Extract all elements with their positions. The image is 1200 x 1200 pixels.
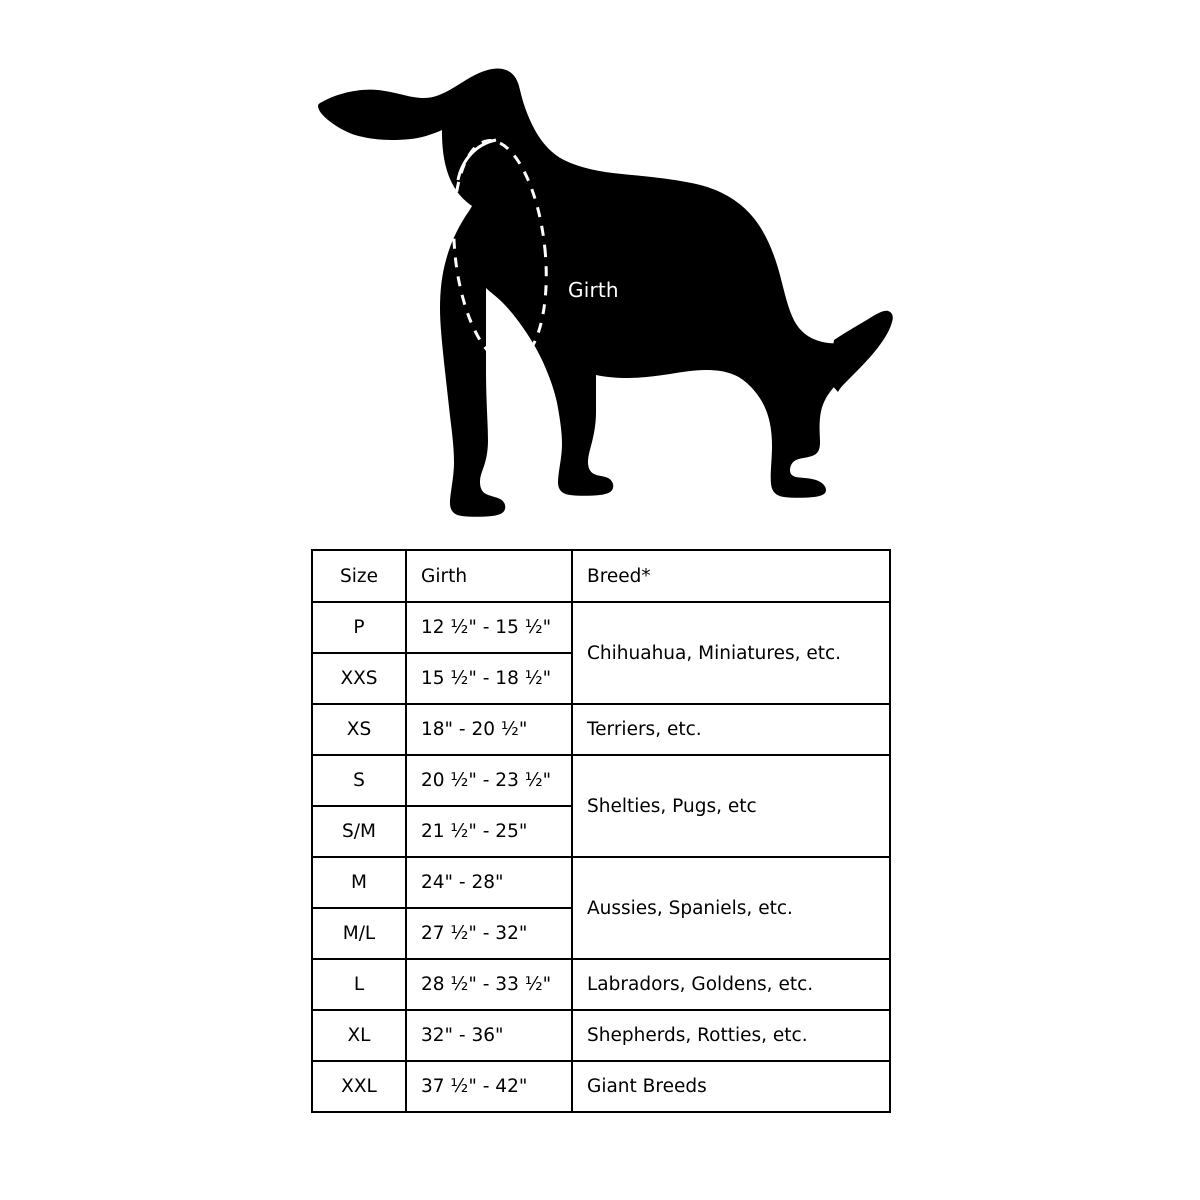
cell-breed: Giant Breeds [572,1061,890,1112]
table-header-row [312,550,890,602]
cell-girth: 21 ½" - 25" [406,806,572,857]
cell-breed: Shepherds, Rotties, etc. [572,1010,890,1061]
cell-girth: 15 ½" - 18 ½" [406,653,572,704]
cell-size: S [312,755,406,806]
girth-callout-label: Girth [568,278,619,302]
cell-size: XS [312,704,406,755]
cell-girth: 27 ½" - 32" [406,908,572,959]
cell-breed: Chihuahua, Miniatures, etc. [572,602,890,704]
cell-girth: 32" - 36" [406,1010,572,1061]
cell-breed: Labradors, Goldens, etc. [572,959,890,1010]
table-row [312,857,890,908]
cell-size: M [312,857,406,908]
table-header [312,550,890,602]
cell-size: XXL [312,1061,406,1112]
header-girth: Girth [406,550,572,602]
cell-size: M/L [312,908,406,959]
table-row [312,1010,890,1061]
dog-girth-illustration [300,40,900,520]
table-row [312,704,890,755]
table-row [312,755,890,806]
cell-girth: 20 ½" - 23 ½" [406,755,572,806]
table-row [312,1061,890,1112]
table-body [312,602,890,1112]
header-breed: Breed* [572,550,890,602]
header-size: Size [312,550,406,602]
size-chart-table [311,549,891,1113]
cell-size: S/M [312,806,406,857]
cell-girth: 37 ½" - 42" [406,1061,572,1112]
cell-girth: 24" - 28" [406,857,572,908]
cell-girth: 18" - 20 ½" [406,704,572,755]
cell-breed: Shelties, Pugs, etc [572,755,890,857]
cell-size: L [312,959,406,1010]
cell-girth: 28 ½" - 33 ½" [406,959,572,1010]
cell-size: P [312,602,406,653]
cell-breed: Terriers, etc. [572,704,890,755]
cell-size: XL [312,1010,406,1061]
cell-girth: 12 ½" - 15 ½" [406,602,572,653]
table-row [312,959,890,1010]
table-row [312,602,890,653]
cell-size: XXS [312,653,406,704]
cell-breed: Aussies, Spaniels, etc. [572,857,890,959]
